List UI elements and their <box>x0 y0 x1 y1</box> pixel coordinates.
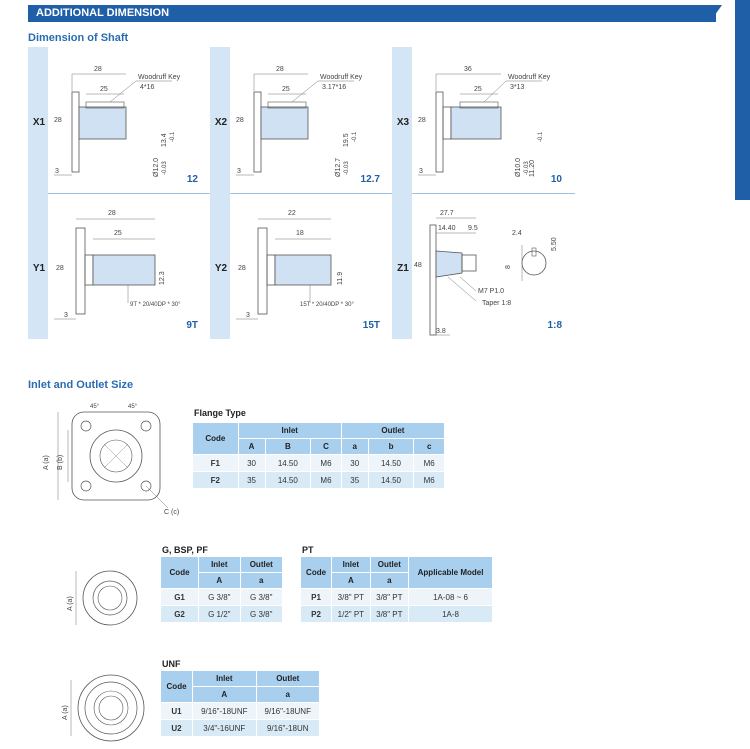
col-c-outlet: c <box>414 439 445 455</box>
col-inlet: Inlet <box>193 671 256 687</box>
col-a-outlet: a <box>256 687 319 703</box>
shaft-cell-y2 <box>210 193 392 339</box>
side-tab-bar <box>735 0 750 200</box>
dim-flange: 28 <box>54 117 62 124</box>
dim-height-tol: -0.1 <box>538 131 544 142</box>
row-code: G1 <box>161 589 199 606</box>
dim-flange: 28 <box>56 265 64 272</box>
dim-base: 3 <box>419 168 423 175</box>
shaft-drawing-y1 <box>48 193 208 339</box>
col-a: A <box>199 573 240 589</box>
shaft-dimension-grid <box>28 47 575 339</box>
angle-label-left: 45° <box>90 404 100 410</box>
cell: 3/8" PT <box>370 606 408 623</box>
shaft-code: Y2 <box>214 263 228 274</box>
cell: G 3/8" <box>240 606 282 623</box>
dim-c-label: C (c) <box>164 509 180 516</box>
table-row <box>301 606 493 623</box>
unf-table <box>160 670 320 737</box>
col-b-inlet: B <box>265 439 311 455</box>
dim-flange: 48 <box>414 262 422 269</box>
dim-key-length: 25 <box>114 230 122 237</box>
pt-table-title: PT <box>302 545 314 555</box>
cell: 1A-8 <box>409 606 493 623</box>
shaft-size: 12 <box>186 174 198 185</box>
dim-diameter-tol: -0.03 <box>524 161 530 175</box>
cell: 3/8" PT <box>370 589 408 606</box>
table-row <box>161 589 283 606</box>
col-outlet: Outlet <box>240 557 282 573</box>
dim-overall: 28 <box>94 66 102 73</box>
cell: 9/16"-18UNF <box>256 703 319 720</box>
key-label: Woodruff Key <box>138 74 181 81</box>
shaft-drawing-x2 <box>230 47 390 193</box>
col-a-outlet: a <box>341 439 368 455</box>
spline-spec: 15T * 20/40DP * 30° <box>300 302 354 308</box>
cell: 30 <box>341 455 368 472</box>
dim-d: 5.50 <box>551 237 558 251</box>
col-inlet: Inlet <box>332 557 370 573</box>
key-spec: 4*16 <box>140 84 155 91</box>
key-label: Woodruff Key <box>508 74 551 81</box>
angle-label-right: 45° <box>128 404 138 410</box>
dim-overall: 22 <box>288 210 296 217</box>
key-spec: 3*13 <box>510 84 525 91</box>
dim-b-label: B (b) <box>57 454 64 470</box>
cell: 1A-08 ~ 6 <box>409 589 493 606</box>
col-inlet: Inlet <box>238 423 341 439</box>
shaft-size: 1:8 <box>547 320 562 331</box>
cell: M6 <box>414 472 445 489</box>
table-row <box>161 720 320 737</box>
flange-table-title: Flange Type <box>194 408 246 418</box>
cell: M6 <box>414 455 445 472</box>
col-c-inlet: C <box>311 439 342 455</box>
col-applicable-model: Applicable Model <box>409 557 493 589</box>
dim-a-label: A (a) <box>67 596 74 611</box>
dim-height: 11.20 <box>529 160 536 177</box>
dim-height-tol: -0.1 <box>352 131 358 142</box>
row-code: P2 <box>301 606 332 623</box>
dim-flange: 28 <box>418 117 426 124</box>
col-a-outlet: a <box>370 573 408 589</box>
dim-base: 3 <box>246 312 250 319</box>
dim-a: 14.40 <box>438 225 456 232</box>
row-code: U2 <box>161 720 193 737</box>
shaft-size: 9T <box>186 320 198 331</box>
table-row <box>193 455 445 472</box>
shaft-section-title: Dimension of Shaft <box>28 32 129 44</box>
col-outlet: Outlet <box>370 557 408 573</box>
cell: 3/8" PT <box>332 589 370 606</box>
dim-height-tol: -0.1 <box>170 131 176 142</box>
dim-diameter: Ø12.7 <box>335 157 342 177</box>
col-code: Code <box>161 557 199 589</box>
table-row <box>301 589 493 606</box>
cell: M6 <box>311 455 342 472</box>
cell: 35 <box>238 472 265 489</box>
dim-a-label: A (a) <box>62 705 69 720</box>
cell: G 1/2" <box>199 606 240 623</box>
dim-flange: 28 <box>236 117 244 124</box>
dim-c: 2.4 <box>512 230 522 237</box>
col-b-outlet: b <box>368 439 414 455</box>
col-a: A <box>193 687 256 703</box>
taper-spec: Taper 1:8 <box>482 300 512 307</box>
port-drawing-unf <box>55 672 155 746</box>
cell: G 3/8" <box>240 589 282 606</box>
shaft-code: X1 <box>32 117 46 128</box>
shaft-code: X2 <box>214 117 228 128</box>
spline-spec: 9T * 20/40DP * 30° <box>130 302 181 308</box>
dim-diameter-tol: -0.03 <box>344 161 350 175</box>
row-code: U1 <box>161 703 193 720</box>
shaft-size: 10 <box>550 174 562 185</box>
col-a-outlet: a <box>240 573 282 589</box>
cell: 30 <box>238 455 265 472</box>
shaft-size: 12.7 <box>360 174 380 185</box>
table-row <box>161 606 283 623</box>
col-outlet: Outlet <box>256 671 319 687</box>
thread-spec: M7 P1.0 <box>478 288 505 295</box>
table-row <box>193 472 445 489</box>
shaft-cell-x1 <box>28 47 210 193</box>
dim-diameter: Ø10.0 <box>515 157 522 177</box>
shaft-drawing-x3 <box>412 47 572 193</box>
shaft-cell-x3 <box>392 47 574 193</box>
dim-height: 13.4 <box>161 133 168 147</box>
dim-key-length: 25 <box>474 86 482 93</box>
dim-diameter: Ø12.0 <box>153 157 160 177</box>
col-code: Code <box>193 423 239 455</box>
shaft-drawing-x1 <box>48 47 208 193</box>
dim-overall: 28 <box>108 210 116 217</box>
cell: 14.50 <box>265 472 311 489</box>
dim-base: 3 <box>55 168 59 175</box>
flange-type-table <box>192 422 445 489</box>
cell: 35 <box>341 472 368 489</box>
shaft-cell-y1 <box>28 193 210 339</box>
cell: 14.50 <box>368 472 414 489</box>
col-outlet: Outlet <box>341 423 444 439</box>
dim-e: 8 <box>505 265 512 269</box>
dim-base: 3 <box>237 168 241 175</box>
unf-table-title: UNF <box>162 659 181 669</box>
shaft-code: Z1 <box>397 263 409 274</box>
dim-overall: 27.7 <box>440 210 454 217</box>
col-a-inlet: A <box>238 439 265 455</box>
dim-b: 9.5 <box>468 225 478 232</box>
pt-table <box>300 556 493 623</box>
cell: G 3/8" <box>199 589 240 606</box>
cell: 14.50 <box>265 455 311 472</box>
col-a: A <box>332 573 370 589</box>
shaft-cell-z1 <box>392 193 574 339</box>
dim-base: 3 <box>64 312 68 319</box>
dim-key-length: 25 <box>100 86 108 93</box>
dim-diameter-tol: -0.03 <box>162 161 168 175</box>
cell: 9/16"-18UN <box>256 720 319 737</box>
io-section-title: Inlet and Outlet Size <box>28 379 134 391</box>
shaft-drawing-y2 <box>230 193 390 339</box>
bsp-table <box>160 556 283 623</box>
dim-overall: 28 <box>276 66 284 73</box>
section-header <box>28 5 716 22</box>
shaft-drawing-z1 <box>412 193 572 339</box>
shaft-code: X3 <box>396 117 410 128</box>
col-inlet: Inlet <box>199 557 240 573</box>
row-code: P1 <box>301 589 332 606</box>
dim-height: 12.3 <box>159 271 166 285</box>
table-row <box>161 703 320 720</box>
dim-a-label: A (a) <box>43 455 50 470</box>
shaft-cell-x2 <box>210 47 392 193</box>
cell: 14.50 <box>368 455 414 472</box>
bsp-table-title: G, BSP, PF <box>162 545 208 555</box>
header-tail <box>710 5 722 22</box>
port-drawing-bsp <box>60 565 150 635</box>
dim-key-length: 25 <box>282 86 290 93</box>
flange-drawing <box>28 398 198 520</box>
dim-height: 19.5 <box>343 133 350 147</box>
row-code: G2 <box>161 606 199 623</box>
col-code: Code <box>301 557 332 589</box>
dim-flange: 28 <box>238 265 246 272</box>
cell: 1/2" PT <box>332 606 370 623</box>
cell: 3/4"-16UNF <box>193 720 256 737</box>
key-label: Woodruff Key <box>320 74 363 81</box>
shaft-size: 15T <box>362 320 380 331</box>
dim-base: 3.8 <box>436 328 446 335</box>
dim-key-length: 18 <box>296 230 304 237</box>
row-code: F2 <box>193 472 239 489</box>
cell: 9/16"-18UNF <box>193 703 256 720</box>
row-code: F1 <box>193 455 239 472</box>
dim-overall: 36 <box>464 66 472 73</box>
header-title: ADDITIONAL DIMENSION <box>36 7 170 19</box>
shaft-code: Y1 <box>32 263 46 274</box>
dim-height: 11.9 <box>337 271 344 285</box>
col-code: Code <box>161 671 193 703</box>
key-spec: 3.17*16 <box>322 84 347 91</box>
cell: M6 <box>311 472 342 489</box>
